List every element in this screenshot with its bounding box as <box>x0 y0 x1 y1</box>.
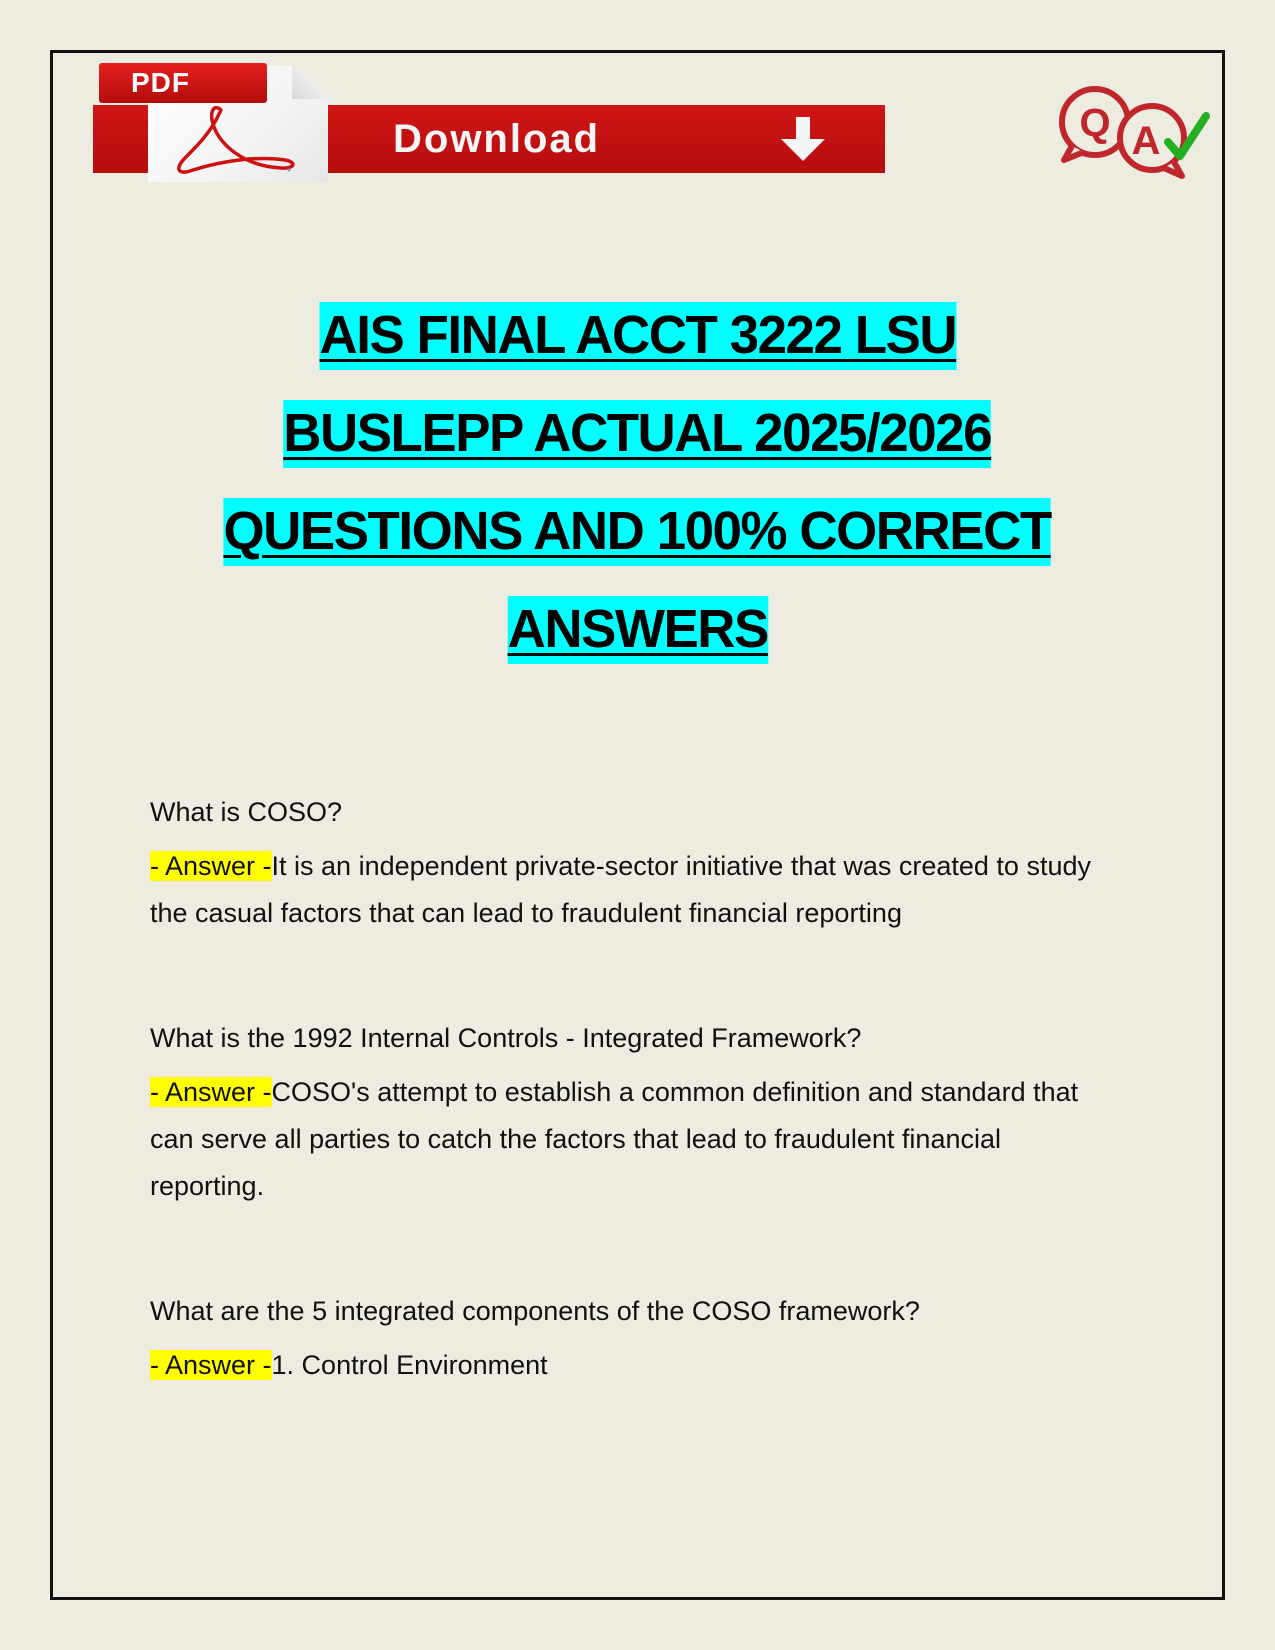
title-line-1: AIS FINAL ACCT 3222 LSU <box>319 302 956 370</box>
answer-prefix-highlight: - Answer - <box>150 1077 272 1107</box>
title-line-2: BUSLEPP ACTUAL 2025/2026 <box>284 400 992 468</box>
qa-item <box>150 1294 1110 1389</box>
qa-item <box>150 1021 1110 1210</box>
svg-text:Q: Q <box>1079 101 1111 145</box>
question-text: What is the 1992 Internal Controls - Integrated Framework? <box>150 1023 862 1053</box>
answer-prefix-highlight: - Answer - <box>150 851 272 881</box>
qa-logo-icon <box>1040 80 1210 180</box>
pdf-download-banner[interactable] <box>93 60 885 182</box>
answer-text <box>150 843 1110 937</box>
svg-text:A: A <box>1131 119 1161 163</box>
title-line-4: ANSWERS <box>507 596 767 664</box>
acrobat-logo-icon <box>163 104 313 180</box>
answer-prefix-highlight: - Answer - <box>150 1350 272 1380</box>
answer-body: 1. Control Environment <box>271 1350 548 1380</box>
arrow-down-icon <box>773 115 833 165</box>
answer-body: COSO's attempt to establish a common definition and standard that can serve all parties to catch the factors that lead to fraudulent financial reporting. <box>150 1077 1079 1201</box>
qa-list <box>150 795 1110 1389</box>
answer-text <box>150 1342 1110 1389</box>
title-line-3: QUESTIONS AND 100% CORRECT <box>224 498 1051 566</box>
document-title <box>0 300 1275 692</box>
download-label: Download <box>393 117 601 161</box>
qa-item <box>150 795 1110 937</box>
answer-text <box>150 1069 1110 1210</box>
question-text: What is COSO? <box>150 797 343 827</box>
answer-body: It is an independent private-sector initiative that was created to study the casual factors that can lead to fraudulent financial reporting <box>150 851 1091 928</box>
question-text: What are the 5 integrated components of the COSO framework? <box>150 1296 920 1326</box>
pdf-label: PDF <box>99 63 267 103</box>
